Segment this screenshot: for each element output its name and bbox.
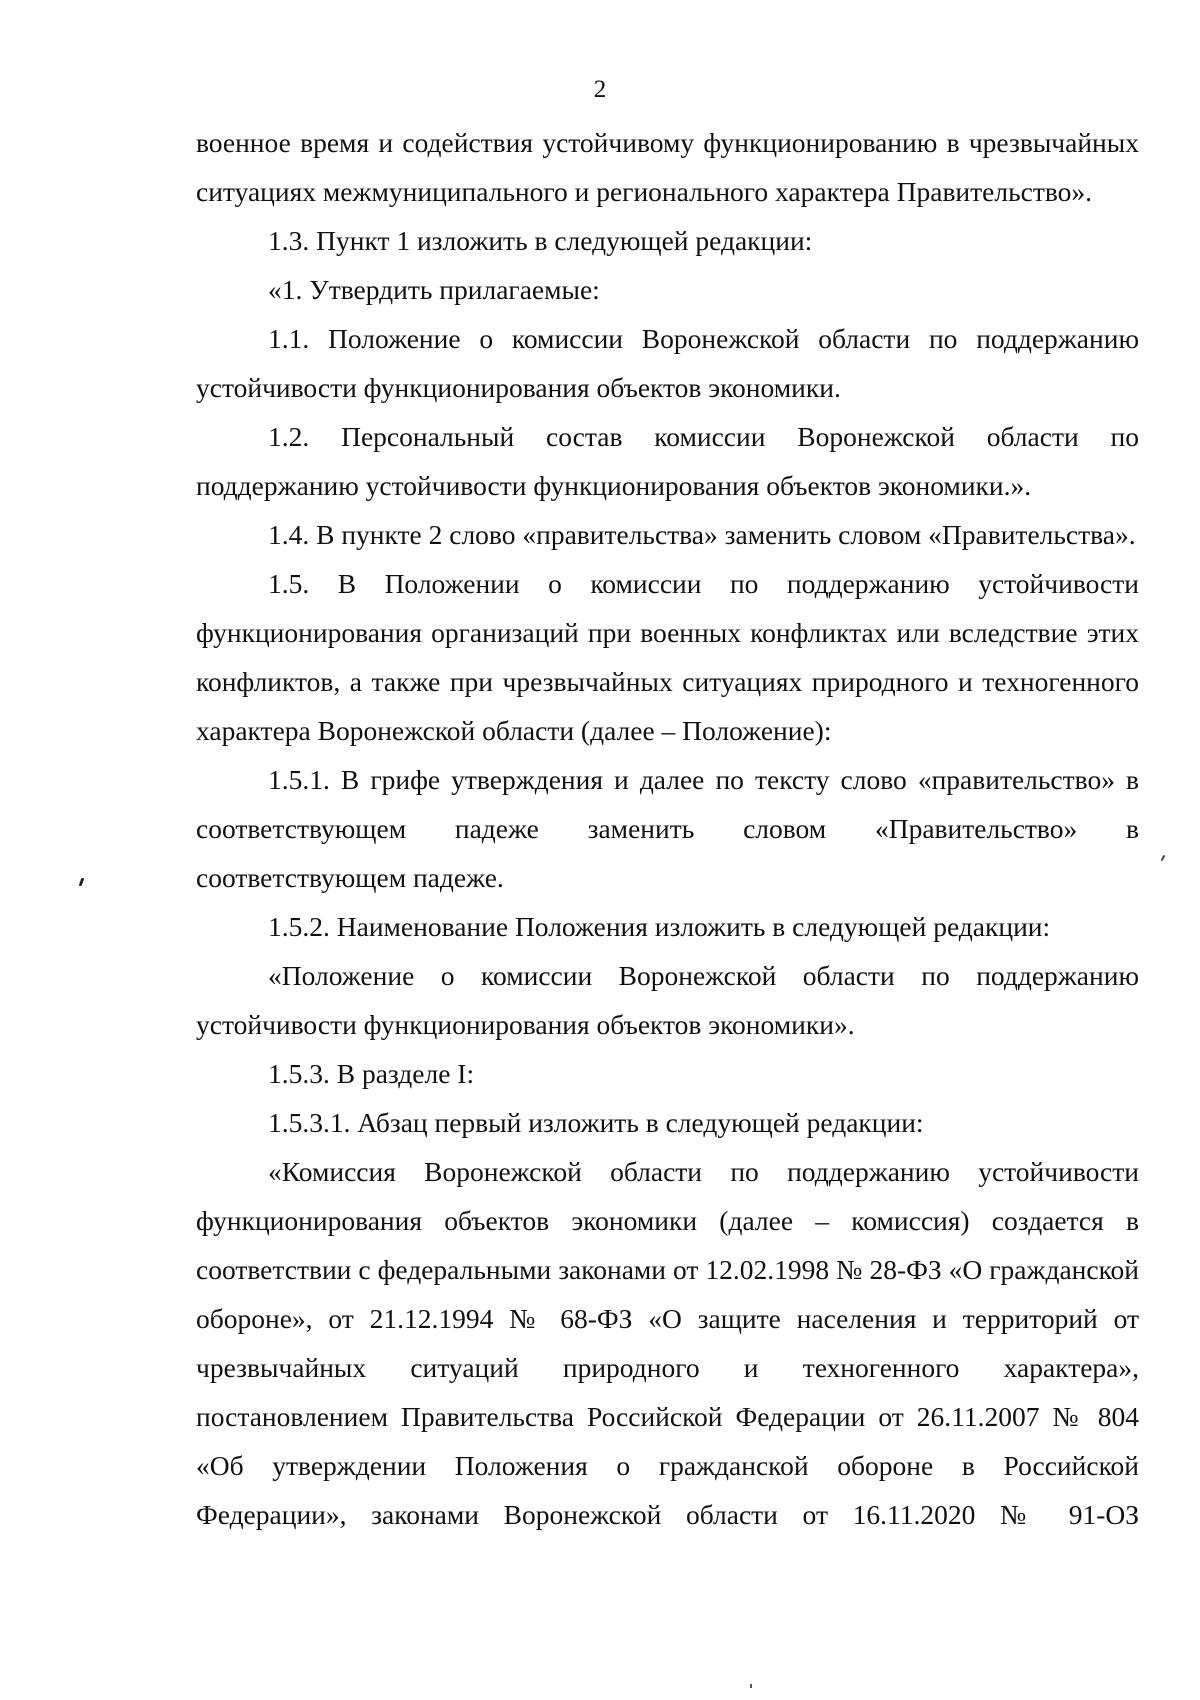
paragraph-1-3: 1.3. Пункт 1 изложить в следующей редакции: [268, 225, 813, 256]
paragraph-approve: «1. Утвердить прилагаемые: [268, 274, 600, 305]
document-body [196, 118, 1139, 1539]
page-number: 2 [593, 76, 607, 103]
scan-speck [750, 1684, 752, 1688]
scan-speck [79, 878, 85, 886]
paragraph-commission-text: «Комиссия Воронежской области по поддержанию устойчивости функционирования объектов экономики (далее – комиссия) создается в соответствии с федеральными законами от 12.02.1998 № 28-ФЗ «О гражданской обороне», от 21.12.1994 № 68-ФЗ «О защите населения и территорий от чрезвычайных ситуаций природного и техногенного характера», постановлением Правительства Российской Федерации от 26.11.2007 № 804 «Об утверждении Положения о гражданской обороне в Российской Федерации», законами Воронежской области от 16.11.2020 № 91-ОЗ [196, 1156, 1139, 1530]
paragraph-1-5-3-1: 1.5.3.1. Абзац первый изложить в следующей редакции: [268, 1107, 924, 1138]
paragraph-1-1: 1.1. Положение о комиссии Воронежской области по поддержанию устойчивости функционирования объектов экономики. [196, 323, 1139, 403]
paragraph-1-4: 1.4. В пункте 2 слово «правительства» заменить словом «Правительства». [268, 519, 1136, 550]
scan-speck [1161, 855, 1166, 861]
paragraph-new-title: «Положение о комиссии Воронежской области по поддержанию устойчивости функционирования объектов экономики». [196, 960, 1139, 1040]
paragraph-1-5: 1.5. В Положении о комиссии по поддержанию устойчивости функционирования организаций при военных конфликтах или вследствие этих конфликтов, а также при чрезвычайных ситуациях природного и техногенного характера Воронежской области (далее – Положение): [196, 568, 1139, 746]
paragraph-continuation: военное время и содействия устойчивому функционированию в чрезвычайных ситуациях межмуниципального и регионального характера Правительство». [196, 127, 1139, 207]
paragraph-1-5-3: 1.5.3. В разделе I: [268, 1058, 475, 1089]
paragraph-1-5-2: 1.5.2. Наименование Положения изложить в следующей редакции: [268, 911, 1051, 942]
paragraph-1-2: 1.2. Персональный состав комиссии Воронежской области по поддержанию устойчивости функционирования объектов экономики.». [196, 421, 1139, 501]
paragraph-1-5-1: 1.5.1. В грифе утверждения и далее по тексту слово «правительство» в соответствующем падеже заменить словом «Правительство» в соответствующем падеже. [196, 764, 1139, 893]
